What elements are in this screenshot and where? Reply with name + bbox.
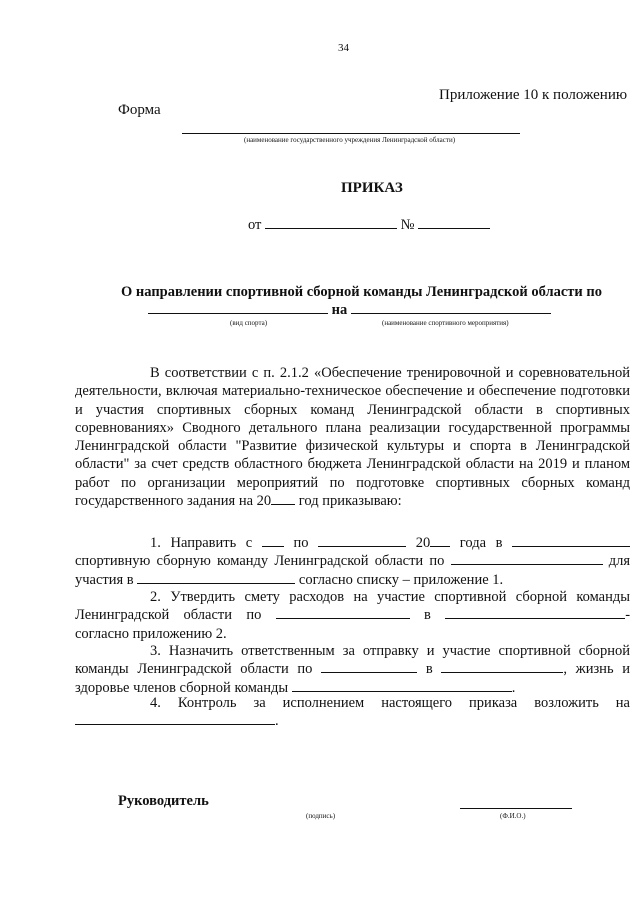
caption-fio: (Ф.И.О.) <box>500 812 526 820</box>
item-1-text-f: для участия в <box>75 553 630 588</box>
item-1-text-d: года в <box>459 535 503 551</box>
item-1-text-g: согласно списку – приложение 1. <box>298 571 504 588</box>
item-2-sport-blank <box>276 606 410 619</box>
item-4-paragraph <box>75 694 630 731</box>
preamble-paragraph <box>75 364 630 510</box>
sport-blank <box>148 301 328 314</box>
subject-na: на <box>331 302 348 318</box>
item-3-text-a: 3. Назначить ответственным за отправку и участие спортивной сборной команды Ленинградской области по <box>75 643 630 678</box>
item-3-person-blank <box>292 679 512 692</box>
number-sign: № <box>400 217 415 233</box>
subject-line: О направлении спортивной сборной команды Ленинградской области по <box>121 284 602 300</box>
page-number: 34 <box>338 42 349 54</box>
appendix-label: Приложение 10 к положению <box>439 87 628 103</box>
item-4-text-b: . <box>275 713 279 730</box>
item-2-paragraph <box>75 588 630 643</box>
item-4-text-a: 4. Контроль за исполнением настоящего приказа возложить на <box>150 695 630 711</box>
item-2-text-b: в <box>424 607 431 624</box>
item-3-paragraph <box>75 642 630 697</box>
item-3-text-b: в <box>425 661 433 678</box>
subject-line-2 <box>148 301 551 319</box>
institution-line <box>182 133 520 134</box>
head-label: Руководитель <box>118 793 209 809</box>
caption-signature: (подпись) <box>306 812 336 820</box>
preamble-text: В соответствии с п. 2.1.2 «Обеспечение тренировочной и соревновательной деятельности, включая материально-техническое обеспечение и обеспечение подготовки и участия спортивных сборных команд Ленинградской области в спортивных соревнованиях» Сводного детального плана реализации государственной программы Ленинградской области "Развитие физической культуры и спорта в Ленинградской области" за счет средств областного бюджета Ленинградской области на 2019 и планом работ по организации мероприятий по подготовке спортивных сборных команд государственного задания на 20 <box>75 365 630 510</box>
item-3-sport-blank <box>321 660 417 673</box>
caption-event: (наименование спортивного мероприятия) <box>382 319 509 327</box>
item-1-end-blank <box>318 534 406 547</box>
year-blank <box>271 492 295 505</box>
event-blank <box>351 301 551 314</box>
item-2-text-c: - согласно приложению 2. <box>75 607 631 642</box>
item-4-person-blank <box>75 712 275 725</box>
number-blank <box>418 216 490 229</box>
item-1-text-b: по <box>293 535 309 551</box>
date-prefix: от <box>248 217 262 233</box>
form-label: Форма <box>118 102 161 118</box>
date-blank <box>265 216 397 229</box>
item-3-text-c: , жизнь и здоровье членов сборной команды <box>75 661 630 696</box>
item-1-place-blank <box>512 534 630 547</box>
document-title: ПРИКАЗ <box>341 180 403 196</box>
item-1-text-a: 1. Направить с <box>150 535 253 551</box>
item-1-paragraph <box>75 534 630 589</box>
fio-line <box>460 808 572 809</box>
item-2-text-a: 2. Утвердить смету расходов на участие спортивной сборной команды Ленинградской области по <box>75 589 630 624</box>
item-1-sport-blank <box>451 552 603 565</box>
item-1-text-c: 20 <box>415 535 431 551</box>
item-3-place-blank <box>441 660 563 673</box>
item-2-place-blank <box>445 606 625 619</box>
institution-caption: (наименование государственного учреждения Ленинградской области) <box>244 136 456 144</box>
caption-sport: (вид спорта) <box>230 319 268 327</box>
item-1-start-blank <box>262 534 284 547</box>
date-number-line <box>248 216 490 234</box>
item-3-text-d: . <box>511 679 516 696</box>
preamble-end: год приказываю: <box>298 493 402 510</box>
item-1-event-blank <box>137 571 295 584</box>
item-1-year-blank <box>430 534 450 547</box>
item-1-text-e: спортивную сборную команду Ленинградской области по <box>75 553 445 570</box>
